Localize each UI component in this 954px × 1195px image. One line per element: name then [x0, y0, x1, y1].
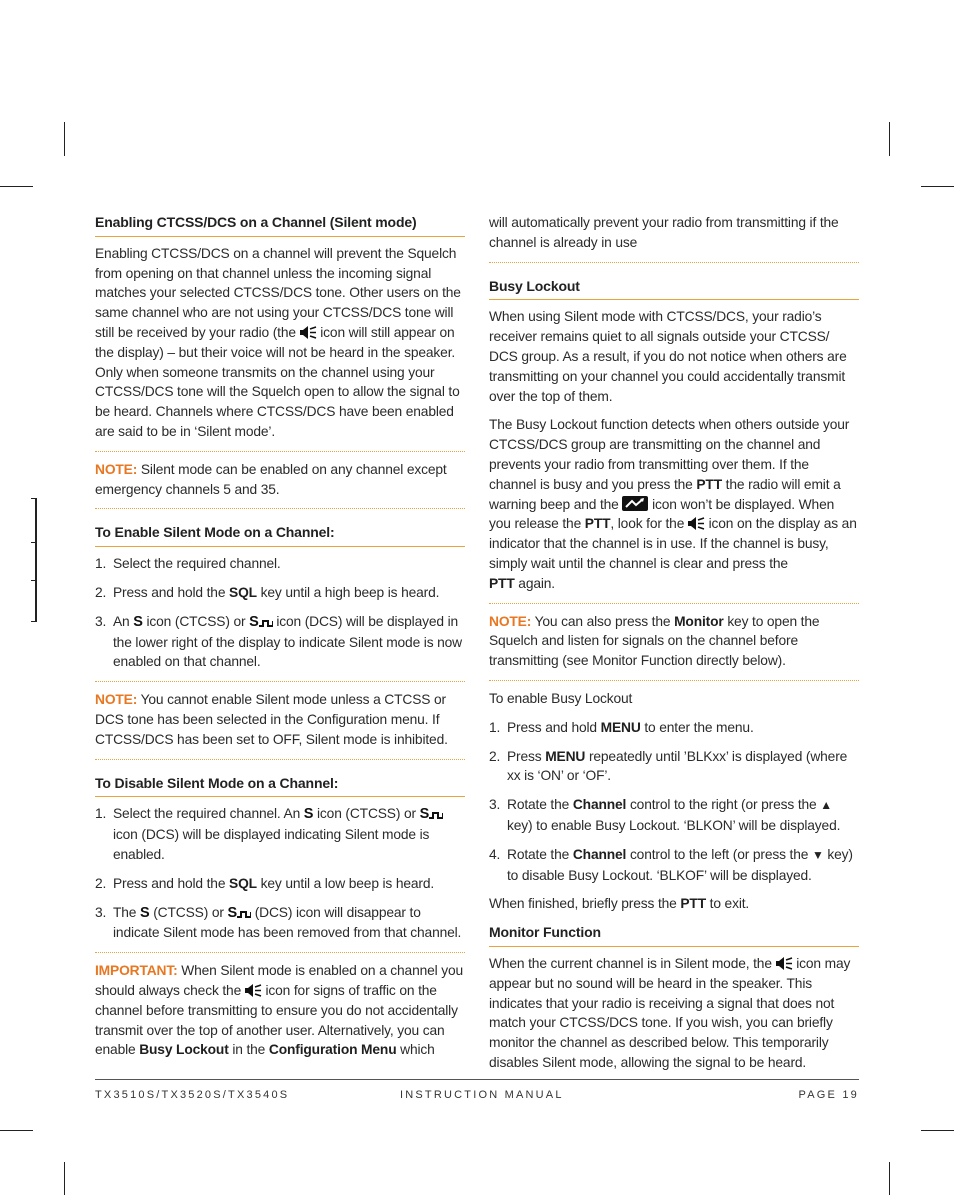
- paragraph-busy-lockout-function: The Busy Lockout function detects when others outside your CTCSS/DCS group are transmitting on the channel and prevents your radio from transmitting over them. If the channel is busy and you press the PTT the radio will emit a warning beep and the icon won’t be displayed. When you release the PTT, look for the icon on the display as an indicator that the channel is in use. If the channel is busy, simply wait until the channel is clear and press the PTT again.: [489, 417, 857, 591]
- registration-mark: [31, 621, 37, 622]
- down-arrow-icon: ▼: [811, 847, 824, 862]
- left-column: [95, 213, 465, 1069]
- dcs-wave-icon: [237, 910, 251, 919]
- list-item: 4. Rotate the Channel control to the left (or press the ▼ key) to disable Busy Lockout. ‘BLKOF’ will be displayed.: [489, 846, 853, 883]
- crop-mark: [0, 186, 33, 187]
- speaker-icon: [776, 957, 793, 970]
- registration-mark: [31, 498, 37, 499]
- dcs-s-icon: S: [420, 806, 444, 822]
- disable-steps-list: [95, 804, 465, 943]
- note-ctcss-required: NOTE: You cannot enable Silent mode unless a CTCSS or DCS tone has been selected in the Configuration menu. If CTCSS/DCS has been set to OFF, Silent mode is inhibited.: [95, 692, 448, 747]
- paragraph-finish: When finished, briefly press the PTT to exit.: [489, 896, 750, 912]
- list-item: 1. Press and hold MENU to enter the menu.: [489, 719, 754, 735]
- footer-title: INSTRUCTION MANUAL: [400, 1089, 564, 1101]
- paragraph-silent-mode-intro: Enabling CTCSS/DCS on a channel will prevent the Squelch from opening on that channel unless the incoming signal matches your selected CTCSS/DCS tone. Other users on the same channel who are not using your CTCSS/DCS tone will still be received by your radio (the icon will still appear on the display) – but their voice will not be heard in the speaker. Only when someone transmits on the channel using your CTCSS/DCS tone will the Squelch open to allow the signal to be heard. Channels where CTCSS/DCS have been enabled are said to be in ‘Silent mode’.: [95, 245, 461, 439]
- ctcss-s-icon: S: [303, 806, 314, 823]
- section-heading-silent-mode: Enabling CTCSS/DCS on a Channel (Silent mode): [95, 213, 465, 237]
- speaker-icon: [688, 517, 705, 530]
- crop-mark: [921, 1130, 954, 1131]
- footer-page-number: PAGE 19: [798, 1089, 859, 1101]
- transmit-icon: [622, 496, 648, 511]
- list-item: 3. An S icon (CTCSS) or S icon (DCS) will be displayed in the lower right of the display to indicate Silent mode is now enabled on that channel.: [95, 613, 462, 670]
- crop-mark: [64, 122, 65, 156]
- list-item: 2. Press and hold the SQL key until a low beep is heard.: [95, 875, 435, 891]
- list-item: 3. The S (CTCSS) or S (DCS) icon will disappear to indicate Silent mode has been removed from that channel.: [95, 904, 462, 941]
- section-heading-disable-silent: To Disable Silent Mode on a Channel:: [95, 774, 465, 798]
- section-heading-monitor: Monitor Function: [489, 923, 859, 947]
- registration-mark: [31, 580, 37, 581]
- list-item: 1. Select the required channel. An S icon (CTCSS) or S icon (DCS) will be displayed indicating Silent mode is enabled.: [95, 804, 465, 864]
- up-arrow-icon: ▲: [820, 798, 832, 813]
- dotted-divider: [489, 680, 859, 681]
- dotted-divider: [95, 759, 465, 760]
- busy-lockout-steps-list: [489, 718, 859, 886]
- dotted-divider: [489, 603, 859, 604]
- dcs-wave-icon: [429, 811, 443, 820]
- crop-mark: [921, 186, 954, 187]
- paragraph-enable-busy-lockout: To enable Busy Lockout: [489, 690, 633, 706]
- dcs-s-icon: S: [227, 905, 251, 921]
- note-emergency-channels: NOTE: Silent mode can be enabled on any channel except emergency channels 5 and 35.: [95, 461, 447, 497]
- crop-mark: [64, 1162, 65, 1195]
- note-monitor-key: NOTE: You can also press the Monitor key to open the Squelch and listen for signals on the channel before transmitting (see Monitor Function directly below).: [489, 613, 820, 669]
- dotted-divider: [95, 508, 465, 509]
- list-item: 3. Rotate the Channel control to the right (or press the ▲ key) to enable Busy Lockout. ‘BLKON’ will be displayed.: [489, 797, 841, 833]
- dotted-divider: [489, 262, 859, 263]
- dotted-divider: [95, 451, 465, 452]
- list-item: 1. Select the required channel.: [95, 556, 281, 572]
- important-note: IMPORTANT: When Silent mode is enabled on a channel you should always check the icon for signs of traffic on the channel before transmitting to ensure you do not accidentally transmit over the top of another user. Alternatively, you can enable Busy Lockout in the Configuration Menu which: [95, 963, 464, 1058]
- footer-model: TX3510S/TX3520S/TX3540S: [95, 1089, 290, 1101]
- speaker-icon: [300, 326, 317, 339]
- crop-mark: [0, 1130, 33, 1131]
- speaker-icon: [245, 984, 262, 997]
- dotted-divider: [95, 952, 465, 953]
- ctcss-s-icon: S: [133, 613, 143, 630]
- page-footer: [95, 1079, 859, 1101]
- dotted-divider: [95, 681, 465, 682]
- registration-mark: [35, 498, 37, 622]
- paragraph-busy-lockout-intro: When using Silent mode with CTCSS/DCS, your radio’s receiver remains quiet to all signals outside your CTCSS/ DCS group. As a result, if you do not notice when others are transmitting on your channel you could accidentally transmit over the top of them.: [489, 309, 847, 404]
- registration-mark: [31, 542, 37, 543]
- section-heading-enable-silent: To Enable Silent Mode on a Channel:: [95, 523, 465, 547]
- crop-mark: [889, 122, 890, 156]
- list-item: 2. Press and hold the SQL key until a high beep is heard.: [95, 584, 440, 600]
- paragraph-monitor: When the current channel is in Silent mode, the icon may appear but no sound will be heard in the speaker. This indicates that your radio is receiving a signal that does not match your CTCSS/DCS tone. If you wish, you can briefly monitor the channel as described below. This temporarily disables Silent mode, allowing the signal to be heard.: [489, 955, 851, 1070]
- right-column: [489, 213, 859, 1082]
- crop-mark: [889, 1162, 890, 1195]
- list-item: 2. Press MENU repeatedly until ’BLKxx’ is displayed (where xx is ‘ON’ or ‘OF’.: [489, 748, 848, 784]
- dcs-wave-icon: [259, 619, 273, 628]
- ctcss-s-icon: S: [140, 904, 150, 921]
- enable-steps-list: [95, 554, 465, 672]
- paragraph-continuation: will automatically prevent your radio from transmitting if the channel is already in use: [489, 215, 839, 250]
- dcs-s-icon: S: [249, 614, 273, 630]
- section-heading-busy-lockout: Busy Lockout: [489, 277, 859, 301]
